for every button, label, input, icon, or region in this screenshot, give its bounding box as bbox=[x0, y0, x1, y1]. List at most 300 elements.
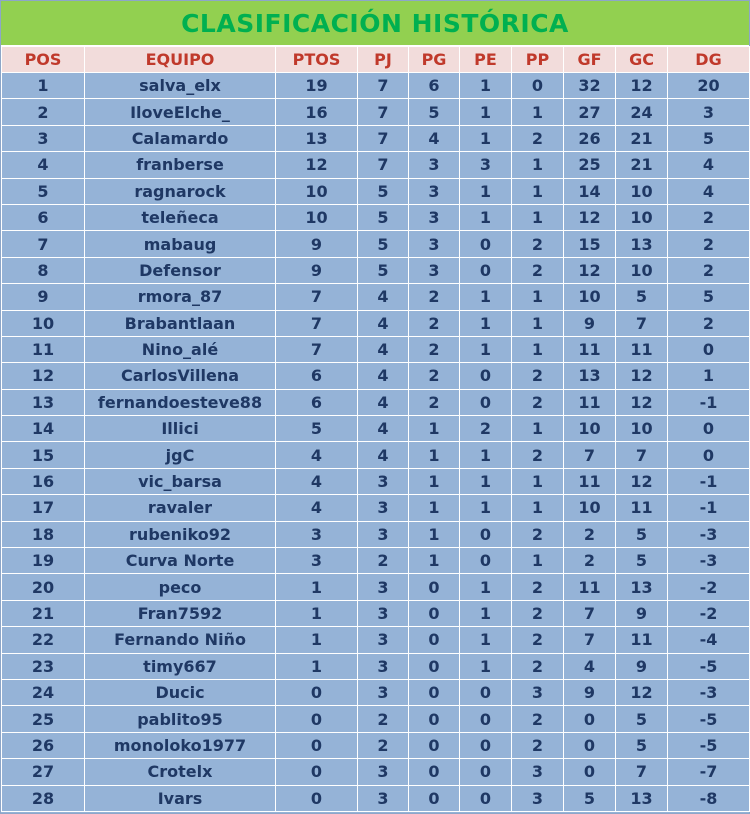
cell-equipo: mabaug bbox=[85, 231, 276, 257]
cell-gc: 12 bbox=[616, 679, 668, 705]
cell-pe: 3 bbox=[460, 152, 512, 178]
cell-pj: 3 bbox=[358, 574, 409, 600]
cell-pos: 21 bbox=[2, 600, 85, 626]
cell-pe: 1 bbox=[460, 73, 512, 99]
cell-dg: 2 bbox=[668, 310, 750, 336]
cell-dg: 4 bbox=[668, 178, 750, 204]
cell-pp: 3 bbox=[512, 679, 564, 705]
cell-pe: 2 bbox=[460, 416, 512, 442]
cell-dg: 1 bbox=[668, 363, 750, 389]
cell-pos: 14 bbox=[2, 416, 85, 442]
cell-gf: 26 bbox=[564, 125, 616, 151]
cell-gf: 0 bbox=[564, 706, 616, 732]
cell-pj: 5 bbox=[358, 204, 409, 230]
cell-pos: 19 bbox=[2, 548, 85, 574]
cell-dg: 5 bbox=[668, 284, 750, 310]
table-row bbox=[2, 548, 750, 574]
cell-ptos: 9 bbox=[276, 231, 358, 257]
cell-dg: -1 bbox=[668, 389, 750, 415]
cell-gf: 11 bbox=[564, 574, 616, 600]
cell-dg: -4 bbox=[668, 627, 750, 653]
cell-dg: -3 bbox=[668, 521, 750, 547]
cell-equipo: timy667 bbox=[85, 653, 276, 679]
cell-gf: 10 bbox=[564, 284, 616, 310]
cell-gf: 0 bbox=[564, 759, 616, 785]
cell-gc: 21 bbox=[616, 152, 668, 178]
cell-equipo: Brabantlaan bbox=[85, 310, 276, 336]
cell-pp: 2 bbox=[512, 627, 564, 653]
cell-equipo: vic_barsa bbox=[85, 468, 276, 494]
cell-pos: 15 bbox=[2, 442, 85, 468]
cell-pe: 1 bbox=[460, 310, 512, 336]
cell-pe: 0 bbox=[460, 785, 512, 811]
cell-pg: 0 bbox=[409, 600, 460, 626]
cell-gf: 2 bbox=[564, 548, 616, 574]
cell-pj: 3 bbox=[358, 653, 409, 679]
cell-equipo: Defensor bbox=[85, 257, 276, 283]
cell-ptos: 13 bbox=[276, 125, 358, 151]
cell-pe: 1 bbox=[460, 336, 512, 362]
cell-pg: 3 bbox=[409, 152, 460, 178]
cell-pg: 2 bbox=[409, 336, 460, 362]
cell-ptos: 0 bbox=[276, 785, 358, 811]
cell-equipo: franberse bbox=[85, 152, 276, 178]
cell-gf: 25 bbox=[564, 152, 616, 178]
cell-pos: 13 bbox=[2, 389, 85, 415]
table-row bbox=[2, 99, 750, 125]
cell-dg: 2 bbox=[668, 204, 750, 230]
cell-gf: 27 bbox=[564, 99, 616, 125]
cell-ptos: 6 bbox=[276, 363, 358, 389]
cell-dg: -1 bbox=[668, 495, 750, 521]
cell-equipo: rubeniko92 bbox=[85, 521, 276, 547]
table-row bbox=[2, 679, 750, 705]
table-body bbox=[2, 73, 750, 812]
cell-dg: -5 bbox=[668, 706, 750, 732]
cell-pe: 0 bbox=[460, 389, 512, 415]
cell-pg: 0 bbox=[409, 732, 460, 758]
cell-ptos: 10 bbox=[276, 178, 358, 204]
cell-pj: 4 bbox=[358, 389, 409, 415]
table-row bbox=[2, 125, 750, 151]
cell-pg: 0 bbox=[409, 653, 460, 679]
cell-pg: 3 bbox=[409, 231, 460, 257]
cell-gc: 12 bbox=[616, 468, 668, 494]
cell-pj: 3 bbox=[358, 495, 409, 521]
cell-dg: 2 bbox=[668, 257, 750, 283]
cell-dg: 3 bbox=[668, 99, 750, 125]
cell-pg: 3 bbox=[409, 257, 460, 283]
cell-pe: 1 bbox=[460, 495, 512, 521]
cell-ptos: 1 bbox=[276, 627, 358, 653]
cell-gc: 5 bbox=[616, 548, 668, 574]
cell-pj: 3 bbox=[358, 759, 409, 785]
cell-pos: 9 bbox=[2, 284, 85, 310]
cell-pg: 5 bbox=[409, 99, 460, 125]
table-row bbox=[2, 336, 750, 362]
cell-ptos: 5 bbox=[276, 416, 358, 442]
table-row bbox=[2, 574, 750, 600]
cell-pos: 26 bbox=[2, 732, 85, 758]
column-header-pp: PP bbox=[512, 47, 564, 73]
table-row bbox=[2, 257, 750, 283]
cell-pp: 2 bbox=[512, 125, 564, 151]
cell-ptos: 7 bbox=[276, 284, 358, 310]
table-row bbox=[2, 495, 750, 521]
cell-pp: 1 bbox=[512, 152, 564, 178]
table-row bbox=[2, 468, 750, 494]
cell-gc: 10 bbox=[616, 204, 668, 230]
column-header-equipo: EQUIPO bbox=[85, 47, 276, 73]
cell-pp: 2 bbox=[512, 363, 564, 389]
table-row bbox=[2, 600, 750, 626]
cell-pj: 7 bbox=[358, 152, 409, 178]
cell-pe: 0 bbox=[460, 231, 512, 257]
cell-dg: 4 bbox=[668, 152, 750, 178]
cell-ptos: 10 bbox=[276, 204, 358, 230]
cell-pos: 12 bbox=[2, 363, 85, 389]
cell-pe: 0 bbox=[460, 679, 512, 705]
column-header-pg: PG bbox=[409, 47, 460, 73]
cell-gc: 13 bbox=[616, 574, 668, 600]
cell-gf: 7 bbox=[564, 600, 616, 626]
cell-pp: 2 bbox=[512, 231, 564, 257]
cell-ptos: 1 bbox=[276, 574, 358, 600]
cell-gc: 13 bbox=[616, 231, 668, 257]
cell-gc: 9 bbox=[616, 653, 668, 679]
cell-dg: -1 bbox=[668, 468, 750, 494]
cell-pos: 25 bbox=[2, 706, 85, 732]
cell-ptos: 0 bbox=[276, 732, 358, 758]
cell-pg: 0 bbox=[409, 706, 460, 732]
cell-gf: 12 bbox=[564, 257, 616, 283]
cell-ptos: 19 bbox=[276, 73, 358, 99]
cell-pj: 3 bbox=[358, 627, 409, 653]
cell-gf: 5 bbox=[564, 785, 616, 811]
cell-gf: 13 bbox=[564, 363, 616, 389]
cell-gc: 11 bbox=[616, 336, 668, 362]
cell-pg: 2 bbox=[409, 363, 460, 389]
cell-gf: 9 bbox=[564, 679, 616, 705]
cell-pj: 5 bbox=[358, 231, 409, 257]
cell-pos: 28 bbox=[2, 785, 85, 811]
cell-dg: -3 bbox=[668, 679, 750, 705]
cell-pos: 27 bbox=[2, 759, 85, 785]
cell-equipo: monoloko1977 bbox=[85, 732, 276, 758]
cell-dg: -8 bbox=[668, 785, 750, 811]
cell-gf: 32 bbox=[564, 73, 616, 99]
column-header-ptos: PTOS bbox=[276, 47, 358, 73]
cell-pj: 3 bbox=[358, 468, 409, 494]
cell-pj: 4 bbox=[358, 336, 409, 362]
column-header-gc: GC bbox=[616, 47, 668, 73]
cell-ptos: 12 bbox=[276, 152, 358, 178]
cell-gf: 7 bbox=[564, 627, 616, 653]
cell-gc: 7 bbox=[616, 759, 668, 785]
cell-equipo: pablito95 bbox=[85, 706, 276, 732]
cell-pj: 3 bbox=[358, 679, 409, 705]
cell-pj: 2 bbox=[358, 732, 409, 758]
cell-gc: 10 bbox=[616, 178, 668, 204]
table-row bbox=[2, 627, 750, 653]
table-row bbox=[2, 204, 750, 230]
cell-pg: 1 bbox=[409, 416, 460, 442]
cell-equipo: ragnarock bbox=[85, 178, 276, 204]
cell-ptos: 9 bbox=[276, 257, 358, 283]
cell-pg: 1 bbox=[409, 468, 460, 494]
cell-pe: 1 bbox=[460, 204, 512, 230]
cell-pe: 0 bbox=[460, 257, 512, 283]
cell-gc: 12 bbox=[616, 363, 668, 389]
cell-equipo: peco bbox=[85, 574, 276, 600]
cell-equipo: fernandoesteve88 bbox=[85, 389, 276, 415]
cell-gf: 0 bbox=[564, 732, 616, 758]
cell-gf: 15 bbox=[564, 231, 616, 257]
cell-equipo: Nino_alé bbox=[85, 336, 276, 362]
cell-dg: 0 bbox=[668, 336, 750, 362]
table-row bbox=[2, 785, 750, 811]
cell-pp: 2 bbox=[512, 574, 564, 600]
column-header-dg: DG bbox=[668, 47, 750, 73]
cell-pp: 1 bbox=[512, 416, 564, 442]
cell-pj: 3 bbox=[358, 521, 409, 547]
cell-gf: 11 bbox=[564, 468, 616, 494]
cell-gc: 21 bbox=[616, 125, 668, 151]
cell-ptos: 7 bbox=[276, 310, 358, 336]
cell-pe: 0 bbox=[460, 706, 512, 732]
cell-gc: 9 bbox=[616, 600, 668, 626]
cell-pg: 1 bbox=[409, 548, 460, 574]
cell-pg: 2 bbox=[409, 389, 460, 415]
cell-equipo: Ducic bbox=[85, 679, 276, 705]
table-row bbox=[2, 389, 750, 415]
cell-ptos: 3 bbox=[276, 548, 358, 574]
cell-pg: 6 bbox=[409, 73, 460, 99]
cell-pj: 7 bbox=[358, 125, 409, 151]
cell-dg: -5 bbox=[668, 732, 750, 758]
table-row bbox=[2, 284, 750, 310]
cell-dg: -7 bbox=[668, 759, 750, 785]
column-header-gf: GF bbox=[564, 47, 616, 73]
cell-ptos: 6 bbox=[276, 389, 358, 415]
cell-pg: 3 bbox=[409, 178, 460, 204]
cell-pg: 0 bbox=[409, 759, 460, 785]
cell-ptos: 16 bbox=[276, 99, 358, 125]
cell-gc: 11 bbox=[616, 495, 668, 521]
cell-equipo: ravaler bbox=[85, 495, 276, 521]
cell-dg: 0 bbox=[668, 416, 750, 442]
cell-pj: 2 bbox=[358, 706, 409, 732]
cell-pp: 1 bbox=[512, 99, 564, 125]
cell-pe: 0 bbox=[460, 521, 512, 547]
cell-ptos: 0 bbox=[276, 706, 358, 732]
cell-pos: 8 bbox=[2, 257, 85, 283]
cell-pj: 5 bbox=[358, 257, 409, 283]
cell-pe: 1 bbox=[460, 284, 512, 310]
cell-pos: 18 bbox=[2, 521, 85, 547]
cell-pe: 1 bbox=[460, 178, 512, 204]
cell-equipo: jgC bbox=[85, 442, 276, 468]
column-header-pe: PE bbox=[460, 47, 512, 73]
cell-ptos: 7 bbox=[276, 336, 358, 362]
cell-pg: 0 bbox=[409, 679, 460, 705]
cell-gf: 7 bbox=[564, 442, 616, 468]
cell-gc: 5 bbox=[616, 521, 668, 547]
cell-pp: 3 bbox=[512, 785, 564, 811]
cell-ptos: 0 bbox=[276, 759, 358, 785]
cell-pj: 4 bbox=[358, 416, 409, 442]
cell-equipo: Calamardo bbox=[85, 125, 276, 151]
cell-pg: 0 bbox=[409, 627, 460, 653]
cell-pos: 11 bbox=[2, 336, 85, 362]
cell-dg: -2 bbox=[668, 574, 750, 600]
cell-pe: 1 bbox=[460, 468, 512, 494]
cell-gf: 2 bbox=[564, 521, 616, 547]
cell-pp: 2 bbox=[512, 706, 564, 732]
cell-ptos: 1 bbox=[276, 653, 358, 679]
cell-pp: 2 bbox=[512, 732, 564, 758]
cell-gc: 11 bbox=[616, 627, 668, 653]
cell-pp: 2 bbox=[512, 600, 564, 626]
cell-gc: 13 bbox=[616, 785, 668, 811]
cell-pos: 1 bbox=[2, 73, 85, 99]
cell-pj: 5 bbox=[358, 178, 409, 204]
cell-gf: 14 bbox=[564, 178, 616, 204]
cell-pp: 0 bbox=[512, 73, 564, 99]
cell-gf: 11 bbox=[564, 389, 616, 415]
table-row bbox=[2, 310, 750, 336]
cell-pj: 4 bbox=[358, 284, 409, 310]
cell-equipo: CarlosVillena bbox=[85, 363, 276, 389]
cell-pos: 10 bbox=[2, 310, 85, 336]
cell-pj: 4 bbox=[358, 442, 409, 468]
cell-pp: 1 bbox=[512, 284, 564, 310]
cell-pj: 2 bbox=[358, 548, 409, 574]
cell-equipo: Fran7592 bbox=[85, 600, 276, 626]
table-row bbox=[2, 231, 750, 257]
cell-dg: -5 bbox=[668, 653, 750, 679]
cell-gc: 10 bbox=[616, 416, 668, 442]
table-row bbox=[2, 706, 750, 732]
cell-pg: 1 bbox=[409, 521, 460, 547]
cell-ptos: 4 bbox=[276, 495, 358, 521]
cell-ptos: 0 bbox=[276, 679, 358, 705]
cell-pe: 1 bbox=[460, 442, 512, 468]
cell-gc: 7 bbox=[616, 442, 668, 468]
cell-dg: 5 bbox=[668, 125, 750, 151]
cell-pg: 3 bbox=[409, 204, 460, 230]
cell-pj: 4 bbox=[358, 310, 409, 336]
cell-pp: 2 bbox=[512, 521, 564, 547]
cell-gc: 10 bbox=[616, 257, 668, 283]
cell-gc: 5 bbox=[616, 706, 668, 732]
cell-gf: 4 bbox=[564, 653, 616, 679]
table-row bbox=[2, 732, 750, 758]
cell-gc: 5 bbox=[616, 284, 668, 310]
cell-dg: 2 bbox=[668, 231, 750, 257]
table-row bbox=[2, 152, 750, 178]
cell-pg: 4 bbox=[409, 125, 460, 151]
cell-ptos: 1 bbox=[276, 600, 358, 626]
cell-pe: 1 bbox=[460, 653, 512, 679]
cell-pj: 7 bbox=[358, 73, 409, 99]
cell-pe: 0 bbox=[460, 548, 512, 574]
cell-pp: 1 bbox=[512, 468, 564, 494]
cell-pos: 16 bbox=[2, 468, 85, 494]
cell-pe: 1 bbox=[460, 627, 512, 653]
cell-pp: 1 bbox=[512, 204, 564, 230]
cell-pp: 1 bbox=[512, 178, 564, 204]
table-row bbox=[2, 178, 750, 204]
cell-pp: 1 bbox=[512, 336, 564, 362]
cell-equipo: rmora_87 bbox=[85, 284, 276, 310]
title-bar bbox=[1, 1, 749, 46]
cell-gc: 24 bbox=[616, 99, 668, 125]
cell-pg: 1 bbox=[409, 442, 460, 468]
cell-ptos: 4 bbox=[276, 468, 358, 494]
cell-gf: 9 bbox=[564, 310, 616, 336]
table-row bbox=[2, 442, 750, 468]
cell-equipo: Crotelx bbox=[85, 759, 276, 785]
table-row bbox=[2, 73, 750, 99]
cell-pos: 3 bbox=[2, 125, 85, 151]
cell-pp: 2 bbox=[512, 389, 564, 415]
cell-dg: 20 bbox=[668, 73, 750, 99]
cell-gf: 10 bbox=[564, 416, 616, 442]
cell-equipo: IloveElche_ bbox=[85, 99, 276, 125]
cell-pe: 0 bbox=[460, 732, 512, 758]
cell-ptos: 4 bbox=[276, 442, 358, 468]
cell-pos: 5 bbox=[2, 178, 85, 204]
cell-gf: 11 bbox=[564, 336, 616, 362]
cell-ptos: 3 bbox=[276, 521, 358, 547]
cell-gf: 10 bbox=[564, 495, 616, 521]
cell-pg: 2 bbox=[409, 310, 460, 336]
column-header-pos: POS bbox=[2, 47, 85, 73]
cell-dg: -3 bbox=[668, 548, 750, 574]
cell-gf: 12 bbox=[564, 204, 616, 230]
cell-dg: 0 bbox=[668, 442, 750, 468]
cell-equipo: salva_elx bbox=[85, 73, 276, 99]
cell-pos: 6 bbox=[2, 204, 85, 230]
cell-pe: 0 bbox=[460, 759, 512, 785]
column-header-pj: PJ bbox=[358, 47, 409, 73]
cell-equipo: Curva Norte bbox=[85, 548, 276, 574]
cell-gc: 12 bbox=[616, 389, 668, 415]
cell-equipo: Ivars bbox=[85, 785, 276, 811]
cell-pg: 1 bbox=[409, 495, 460, 521]
header-row bbox=[2, 47, 750, 73]
cell-pp: 1 bbox=[512, 495, 564, 521]
cell-pj: 3 bbox=[358, 600, 409, 626]
cell-pj: 7 bbox=[358, 99, 409, 125]
cell-pos: 2 bbox=[2, 99, 85, 125]
cell-pg: 0 bbox=[409, 574, 460, 600]
cell-pos: 23 bbox=[2, 653, 85, 679]
cell-pe: 1 bbox=[460, 574, 512, 600]
cell-pj: 3 bbox=[358, 785, 409, 811]
cell-gc: 12 bbox=[616, 73, 668, 99]
table-row bbox=[2, 416, 750, 442]
cell-dg: -2 bbox=[668, 600, 750, 626]
table-row bbox=[2, 653, 750, 679]
cell-pp: 1 bbox=[512, 310, 564, 336]
table-row bbox=[2, 759, 750, 785]
cell-pp: 1 bbox=[512, 548, 564, 574]
cell-pj: 4 bbox=[358, 363, 409, 389]
standings-table bbox=[1, 46, 750, 812]
cell-pos: 20 bbox=[2, 574, 85, 600]
